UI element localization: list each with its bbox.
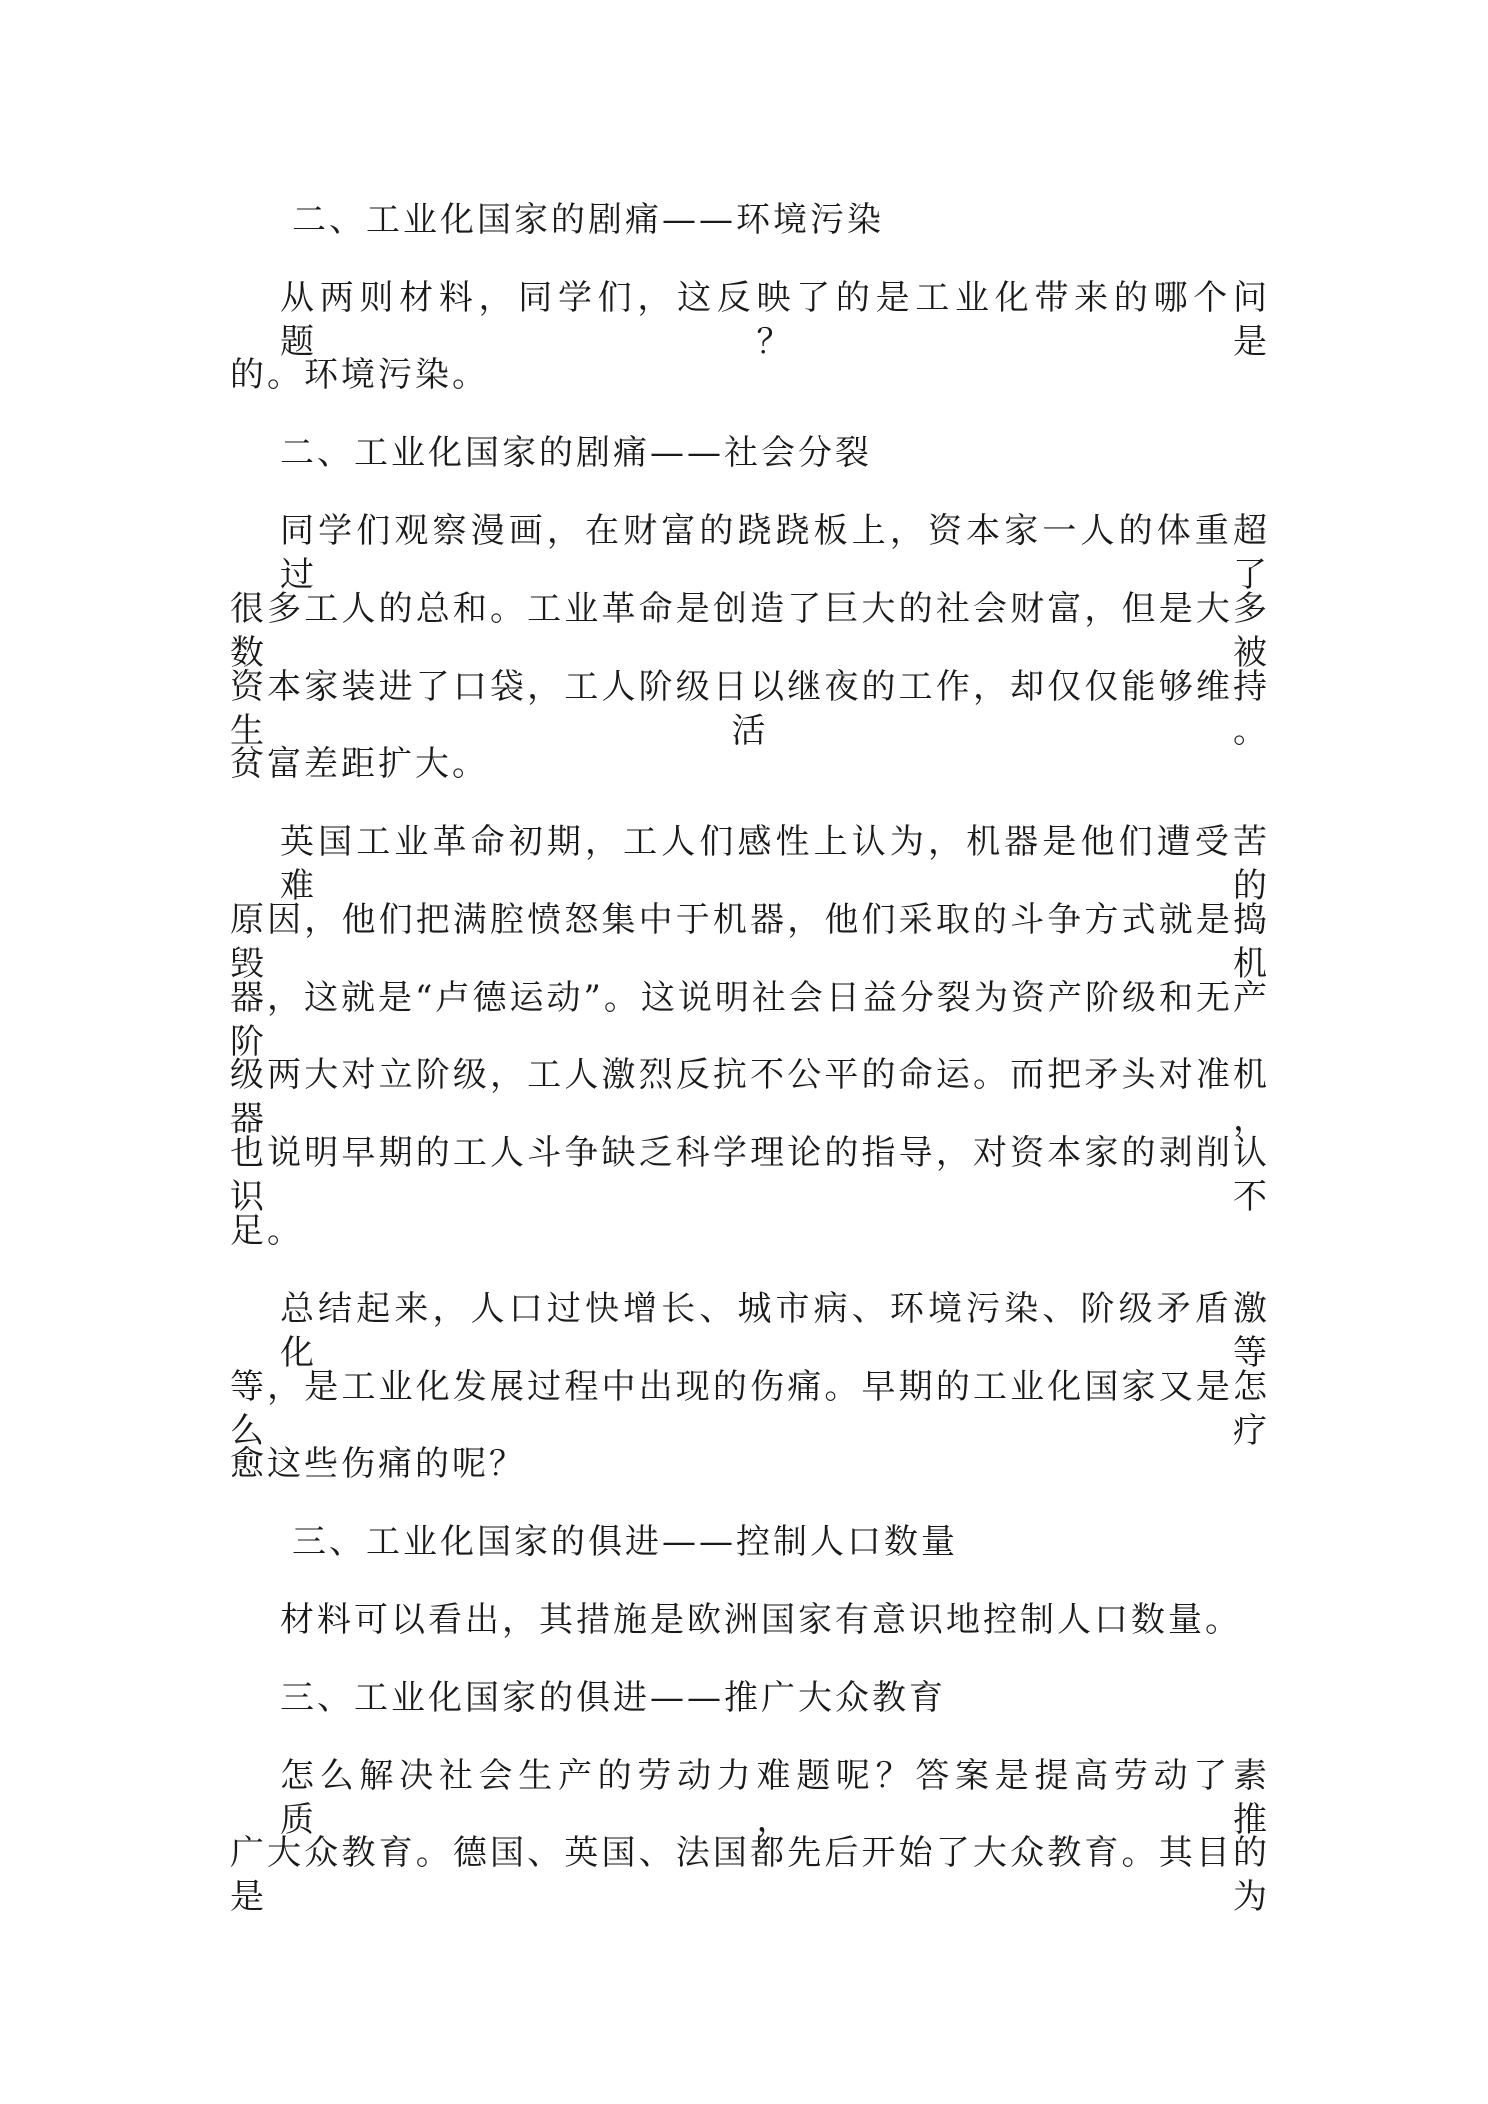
section-heading-population: 三、工业化国家的俱进——控制人口数量 xyxy=(292,1522,958,1562)
paragraph-line: 很多工人的总和。工业革命是创造了巨大的社会财富，但是大多数被 xyxy=(230,589,1270,673)
paragraph-line: 同学们观察漫画，在财富的跷跷板上，资本家一人的体重超过了 xyxy=(280,511,1270,595)
paragraph-line: 总结起来，人口过快增长、城市病、环境污染、阶级矛盾激化等 xyxy=(280,1289,1270,1373)
section-heading-pollution: 二、工业化国家的剧痛——环境污染 xyxy=(292,200,884,240)
paragraph-line: 贫富差距扩大。 xyxy=(230,744,489,784)
paragraph-line: 材料可以看出，其措施是欧洲国家有意识地控制人口数量。 xyxy=(280,1600,1242,1640)
paragraph-line: 也说明早期的工人斗争缺乏科学理论的指导，对资本家的剥削认识不 xyxy=(230,1133,1270,1217)
paragraph-line: 从两则材料，同学们，这反映了的是工业化带来的哪个问题？是 xyxy=(280,278,1270,362)
paragraph-line: 原因，他们把满腔愤怒集中于机器，他们采取的斗争方式就是捣毁机 xyxy=(230,900,1270,984)
section-heading-education: 三、工业化国家的俱进——推广大众教育 xyxy=(280,1678,946,1718)
paragraph-line: 的。环境污染。 xyxy=(230,355,489,395)
paragraph-line: 等，是工业化发展过程中出现的伤痛。早期的工业化国家又是怎么疗 xyxy=(230,1367,1270,1451)
paragraph-line: 资本家装进了口袋，工人阶级日以继夜的工作，却仅仅能够维持生活。 xyxy=(230,667,1270,751)
paragraph-line: 足。 xyxy=(230,1211,304,1251)
paragraph-line: 器，这就是“卢德运动”。这说明社会日益分裂为资产阶级和无产阶 xyxy=(230,978,1270,1062)
paragraph-line: 英国工业革命初期，工人们感性上认为，机器是他们遭受苦难的 xyxy=(280,822,1270,906)
paragraph-line: 级两大对立阶级，工人激烈反抗不公平的命运。而把矛头对准机器， xyxy=(230,1055,1270,1139)
paragraph-line: 广大众教育。德国、英国、法国都先后开始了大众教育。其目的是为 xyxy=(230,1833,1270,1917)
section-heading-social-division: 二、工业化国家的剧痛——社会分裂 xyxy=(280,433,872,473)
paragraph-line: 怎么解决社会生产的劳动力难题呢？答案是提高劳动了素质，推 xyxy=(280,1756,1270,1840)
paragraph-line: 愈这些伤痛的呢？ xyxy=(230,1444,526,1484)
